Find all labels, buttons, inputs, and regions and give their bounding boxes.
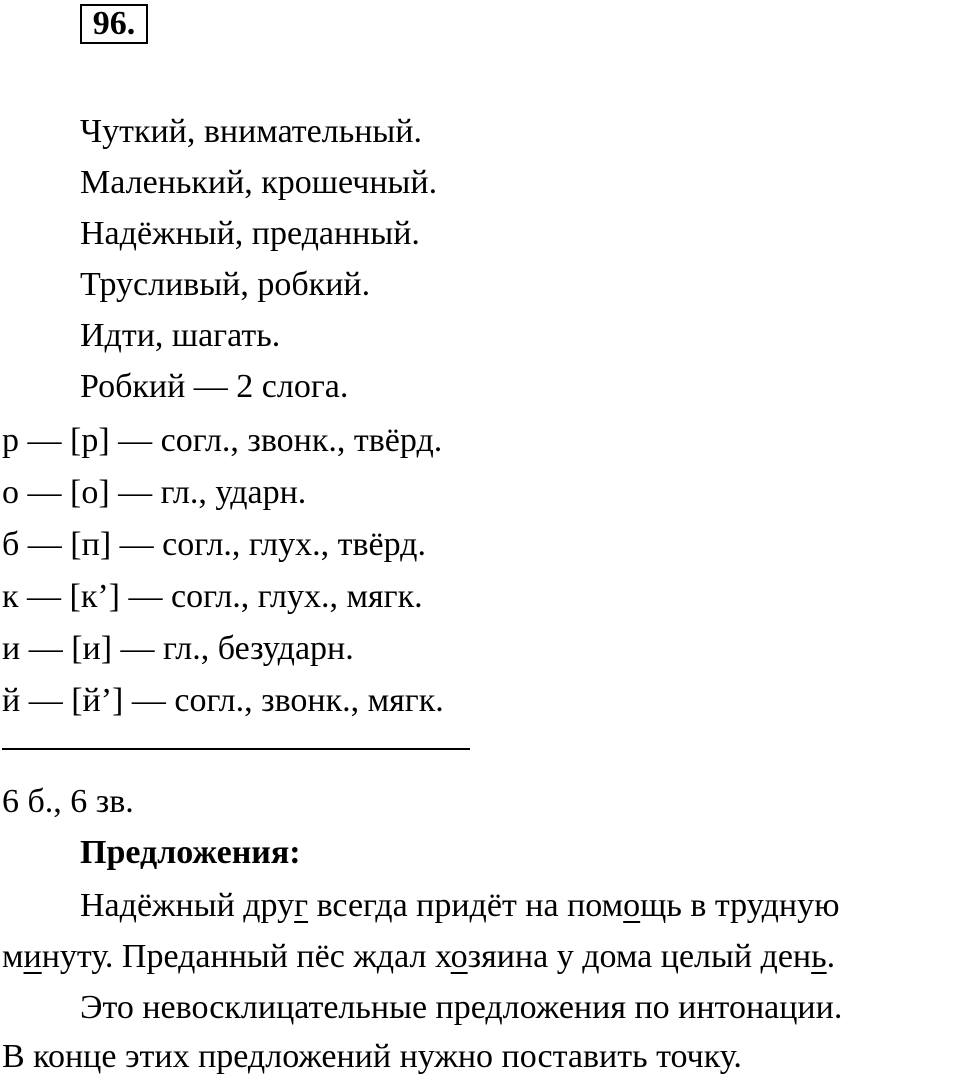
synonym-line-3: Надёжный, преданный. [80,215,420,252]
syllables-line: Робкий — 2 слога. [80,368,349,405]
sentence1-underlined-1: г [294,887,309,924]
phonetic-line-1: р — [р] — согл., звонк., твёрд. [2,422,443,459]
divider-line [2,748,470,750]
task-number-box [80,4,148,44]
sentence2-part-2: нуту. Преданный пёс ждал х [41,938,451,975]
task-number: 96. [92,5,136,42]
letters-sounds-count: 6 б., 6 зв. [2,783,134,820]
phonetic-line-3: б — [п] — согл., глух., твёрд. [2,526,426,563]
sentence1-part-2: всегда придёт на пом [308,887,624,924]
sentence2-underlined-3: ь [811,938,827,975]
synonym-line-2: Маленький, крошечный. [80,164,438,201]
sentence1-part-1: Надёжный дру [80,887,295,924]
sentence1-part-3: щь в трудную [640,887,840,924]
sentence-line-2 [2,937,835,977]
synonym-line-4: Трусливый, робкий. [80,266,371,303]
sentence1-underlined-2: о [623,887,641,924]
sentence-line-1 [80,886,840,926]
phonetic-line-2: о — [о] — гл., ударн. [2,474,307,511]
synonym-line-1: Чуткий, внимательный. [80,113,422,150]
synonym-line-5: Идти, шагать. [80,317,281,354]
phonetic-line-6: й — [й’] — согл., звонк., мягк. [2,682,444,719]
sentence2-part-3: зяина у дома целый ден [467,938,812,975]
phonetic-line-5: и — [и] — гл., безударн. [2,630,354,667]
sentences-heading: Предложения: [80,834,301,871]
sentence2-part-4: . [826,938,836,975]
conclusion-line-2: В конце этих предложений нужно поставить точку. [2,1038,742,1075]
sentence2-underlined-2: о [450,938,468,975]
phonetic-line-4: к — [к’] — согл., глух., мягк. [2,578,423,615]
conclusion-line-1: Это невосклицательные предложения по интонации. [80,989,843,1026]
sentence2-underlined-1: и [23,938,42,975]
sentence2-part-1: м [2,938,24,975]
